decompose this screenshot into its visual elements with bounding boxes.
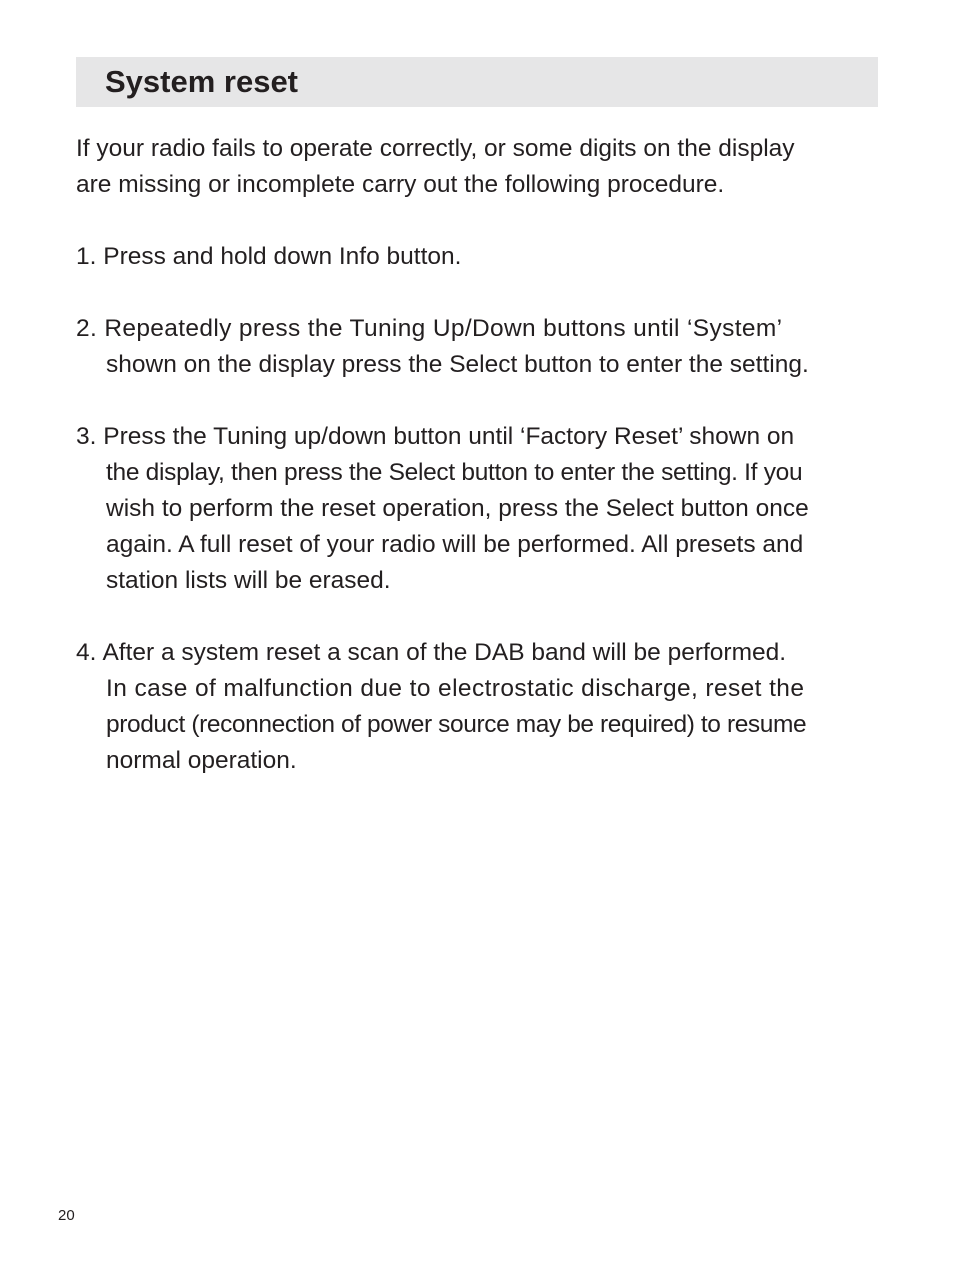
page-number: 20 [58, 1207, 75, 1224]
step-2 [76, 311, 878, 383]
procedure-steps [76, 239, 878, 779]
section-header [76, 57, 878, 107]
step-line: wish to perform the reset operation, press the Select button once [106, 495, 809, 522]
step-line: again. A full reset of your radio will be performed. All presets and [106, 531, 804, 558]
step-line [76, 419, 878, 455]
step-line: station lists will be erased. [106, 567, 391, 594]
step-number: 1. [76, 243, 97, 270]
step-text: Press the Tuning up/down button until ‘Factory Reset’ shown on [103, 423, 795, 450]
intro-line: If your radio fails to operate correctly, or some digits on the display [76, 135, 795, 162]
page-content [76, 131, 878, 815]
step-text: Press and hold down Info button. [103, 243, 462, 270]
step-line: shown on the display press the Select button to enter the setting. [106, 351, 809, 378]
step-number: 4. [76, 639, 97, 666]
step-line: In case of malfunction due to electrostatic discharge, reset the [106, 675, 805, 702]
intro-paragraph [76, 131, 878, 203]
step-number: 2. [76, 315, 98, 342]
step-line: product (reconnection of power source may be required) to resume [106, 711, 807, 738]
step-4 [76, 635, 878, 779]
step-1 [76, 239, 878, 275]
step-line [76, 635, 878, 671]
step-line [76, 239, 878, 275]
intro-line: are missing or incomplete carry out the following procedure. [76, 171, 725, 198]
step-number: 3. [76, 423, 97, 450]
step-text: Repeatedly press the Tuning Up/Down buttons until ‘System’ [104, 315, 783, 342]
step-line: normal operation. [106, 747, 297, 774]
step-text: After a system reset a scan of the DAB band will be performed. [102, 639, 787, 666]
section-title: System reset [105, 64, 299, 99]
step-3 [76, 419, 878, 599]
step-line: the display, then press the Select button to enter the setting. If you [106, 459, 803, 486]
step-line [76, 311, 878, 347]
